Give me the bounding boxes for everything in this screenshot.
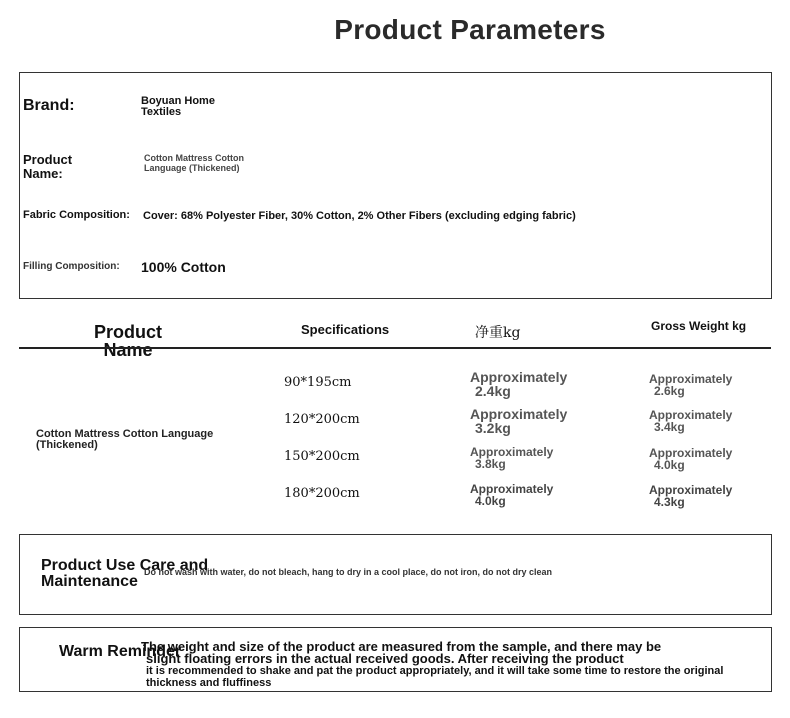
table-row-size: 120*200cm: [284, 412, 360, 427]
filling-composition-value: 100% Cotton: [141, 259, 226, 275]
gross-approx: Approximately: [649, 483, 733, 497]
specifications-table: [19, 316, 771, 528]
warm-reminder-box: [19, 627, 772, 692]
table-row-gross: [649, 409, 769, 433]
product-name-value: Cotton Mattress Cotton Language (Thickened): [144, 153, 244, 173]
table-product-name: Cotton Mattress Cotton Language (Thickened): [36, 428, 214, 451]
header-product-name: Product Name: [93, 322, 162, 360]
product-use-value: Do not wash with water, do not bleach, hang to dry in a cool place, do not iron, do not dry clean: [144, 567, 553, 577]
table-row-net: [470, 483, 610, 507]
table-row-net: [470, 370, 610, 398]
gross-value: 2.6kg: [654, 384, 685, 398]
net-value: 3.2kg: [475, 420, 511, 436]
table-row-net: [470, 446, 610, 470]
gross-value: 4.0kg: [654, 458, 685, 472]
reminder-line-2: slight floating errors in the actual received goods. After receiving the product: [146, 651, 624, 666]
parameters-box: [19, 72, 772, 299]
table-row-net: [470, 407, 610, 435]
net-approx: Approximately: [470, 406, 568, 422]
net-value: 2.4kg: [475, 383, 511, 399]
table-row-size: 180*200cm: [284, 486, 360, 501]
reminder-line-3: it is recommended to shake and pat the product appropriately, and it will take some time to restore the original thickness and fluffiness: [146, 665, 724, 689]
gross-approx: Approximately: [649, 372, 733, 386]
table-row-size: 90*195cm: [284, 375, 352, 390]
net-approx: Approximately: [470, 369, 568, 385]
product-use-box: [19, 534, 772, 615]
product-name-label: Product Name:: [23, 152, 73, 181]
fabric-composition-label: Fabric Composition:: [23, 209, 130, 221]
net-value: 3.8kg: [475, 457, 506, 471]
gross-approx: Approximately: [649, 408, 733, 422]
brand-value: Boyuan Home Textiles: [141, 95, 215, 118]
header-divider: [19, 347, 771, 349]
warm-reminder-label: Warm Reminder: [59, 643, 182, 660]
page-title: Product Parameters: [334, 14, 606, 45]
filling-composition-label: Filling Composition:: [23, 261, 120, 272]
table-row-size: 150*200cm: [284, 449, 360, 464]
reminder-line-1: The weight and size of the product are measured from the sample, and there may be: [141, 639, 662, 654]
header-gross-weight: Gross Weight kg: [651, 319, 747, 333]
net-approx: Approximately: [470, 445, 554, 459]
header-specifications: Specifications: [301, 322, 390, 337]
gross-approx: Approximately: [649, 446, 733, 460]
warm-reminder-text: [141, 641, 761, 689]
table-row-gross: [649, 447, 769, 471]
brand-label: Brand:: [23, 97, 75, 114]
net-value: 4.0kg: [475, 494, 506, 508]
fabric-composition-value: Cover: 68% Polyester Fiber, 30% Cotton, 2% Other Fibers (excluding edging fabric): [143, 210, 576, 222]
product-use-label: Product Use Care and Maintenance: [41, 557, 209, 590]
table-row-gross: [649, 373, 769, 397]
header-net-weight: 净重kg: [475, 325, 521, 341]
gross-value: 3.4kg: [654, 420, 685, 434]
net-approx: Approximately: [470, 482, 554, 496]
table-row-gross: [649, 484, 769, 508]
gross-value: 4.3kg: [654, 495, 685, 509]
